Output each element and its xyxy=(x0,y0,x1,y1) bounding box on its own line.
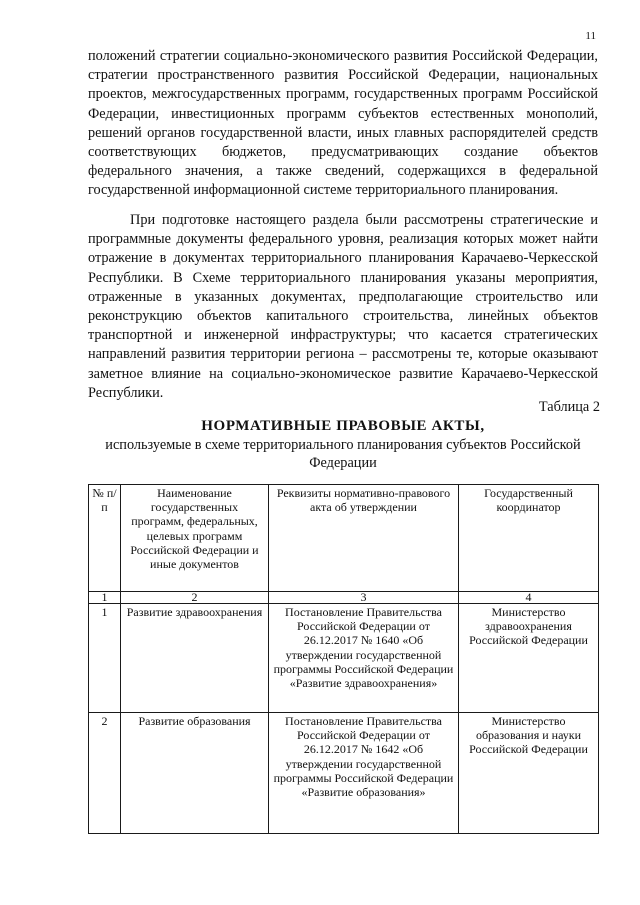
header-number: № п/п xyxy=(89,485,121,592)
paragraph-1-text: положений стратегии социально-экономического развития Российской Федерации, стратегии пространственного развития Российской Федерации, национальных проектов, межгосударственных программ, государственных программ Российской Федерации, инвестиционных программ субъектов естественных монополий, решений органов государственной власти, иных главных распорядителей средств соответствующих бюджетов, предусматривающих создание объектов федерального значения, а также сведений, содержащихся в федеральной государственной информационной системе территориального планирования. xyxy=(88,48,598,199)
paragraph-2 xyxy=(88,211,598,403)
row-program-name: Развитие образования xyxy=(121,713,269,834)
legal-acts-table xyxy=(88,484,599,834)
header-program-name: Наименование государственных программ, федеральных, целевых программ Российской Федерации и иные документов xyxy=(121,485,269,592)
header-coordinator: Государственный координатор xyxy=(459,485,599,592)
row-number: 1 xyxy=(89,604,121,713)
row-coordinator: Министерство образования и науки Российской Федерации xyxy=(459,713,599,834)
table-row xyxy=(89,713,599,834)
paragraph-2-text: При подготовке настоящего раздела были рассмотрены стратегические и программные документы федерального уровня, реализация которых может найти отражение в документах территориального планирования Карачаево-Черкесской Республики. В Схеме территориального планирования указаны мероприятия, отраженные в указанных документах, предполагающие строительство или реконструкцию объектов капитального строительства, линейных объектов транспортной и инженерной инфраструктуры; что касается стратегических направлений развития территории региона – рассмотрены те, которые оказывают заметное влияние на социально-экономическое развитие Карачаево-Черкесской Республики. xyxy=(88,212,598,401)
page-number: 11 xyxy=(585,30,596,42)
column-number-4: 4 xyxy=(459,592,599,604)
column-number-2: 2 xyxy=(121,592,269,604)
column-number-3: 3 xyxy=(269,592,459,604)
row-program-name: Развитие здравоохранения xyxy=(121,604,269,713)
header-act-details: Реквизиты нормативно-правового акта об утверждении xyxy=(269,485,459,592)
row-act-details: Постановление Правительства Российской Федерации от 26.12.2017 № 1640 «Об утверждении государственной программы Российской Федерации «Развитие здравоохранения» xyxy=(269,604,459,713)
row-act-details: Постановление Правительства Российской Федерации от 26.12.2017 № 1642 «Об утверждении государственной программы Российской Федерации «Развитие образования» xyxy=(269,713,459,834)
table-column-numbers-row xyxy=(89,592,599,604)
paragraph-1 xyxy=(88,47,598,201)
row-coordinator: Министерство здравоохранения Российской Федерации xyxy=(459,604,599,713)
row-number: 2 xyxy=(89,713,121,834)
table-row xyxy=(89,604,599,713)
table-header-row xyxy=(89,485,599,592)
table-label: Таблица 2 xyxy=(538,399,600,415)
table-title: НОРМАТИВНЫЕ ПРАВОВЫЕ АКТЫ, xyxy=(201,418,485,434)
table-subtitle: используемые в схеме территориального планирования субъектов Российской Федерации xyxy=(105,437,581,471)
column-number-1: 1 xyxy=(89,592,121,604)
